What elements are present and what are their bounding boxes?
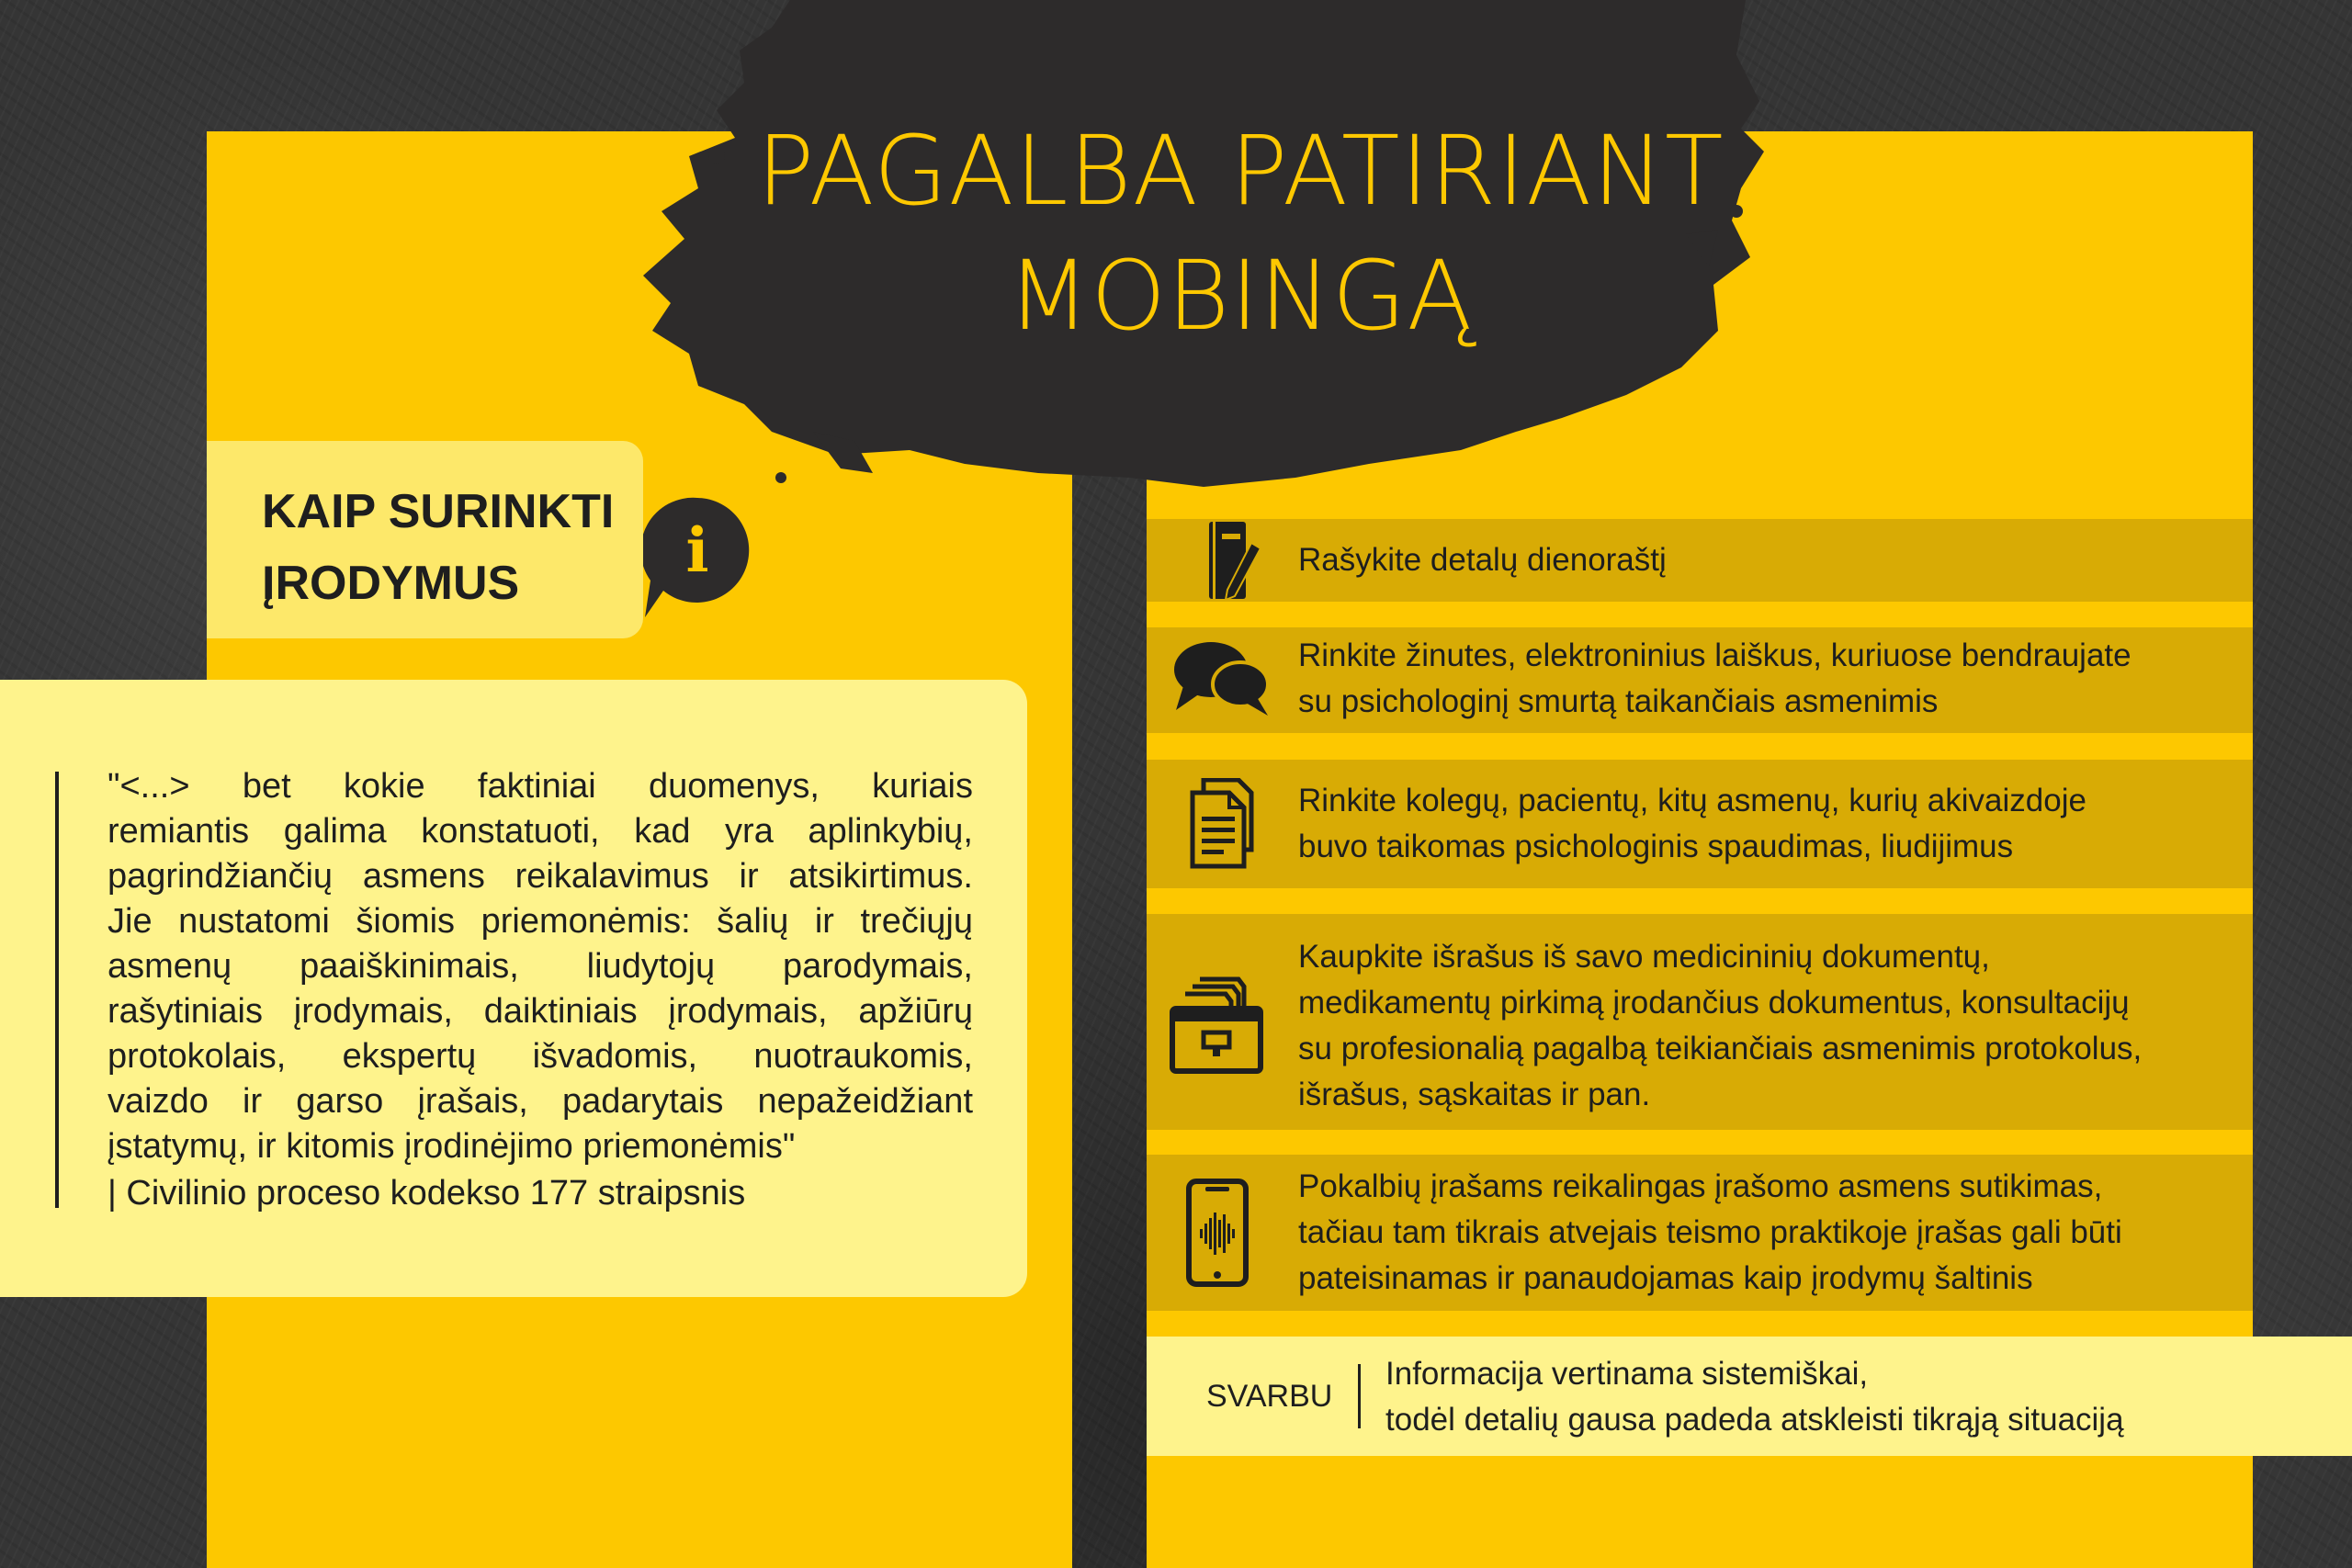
- chat-bubbles-icon: [1165, 638, 1275, 721]
- evidence-heading: [207, 441, 643, 638]
- tip-text: Rinkite žinutes, elektroninius laiškus, kuriuose bendraujate: [1298, 637, 2132, 673]
- quote-bar: [55, 772, 59, 1208]
- title-line-1: PAGALBA PATIRIANT: [756, 115, 1724, 227]
- note-line: Informacija vertinama sistemiškai,: [1385, 1356, 1869, 1392]
- tip-row-recordings: [1147, 1155, 2253, 1311]
- note-text: [1385, 1351, 2304, 1443]
- tip-text: pateisinamas ir panaudojamas kaip įrodymų šaltinis: [1298, 1260, 2033, 1296]
- tip-row-messages: [1147, 627, 2253, 733]
- tip-text: tačiau tam tikrais atvejais teismo praktikoje įrašas gali būti: [1298, 1214, 2122, 1250]
- page-title: [717, 108, 1764, 358]
- tip-text: buvo taikomas psichologinis spaudimas, liudijimus: [1298, 829, 2014, 864]
- quote-line: protokolais, ekspertų išvadomis, nuotraukomis,: [107, 1037, 973, 1076]
- info-icon: [643, 496, 752, 625]
- evidence-heading-line-2: ĮRODYMUS: [262, 557, 520, 610]
- info-letter: i: [685, 514, 709, 586]
- tip-row-diary: [1147, 519, 2253, 602]
- legal-quote: [107, 764, 973, 1169]
- quote-line: įstatymų, ir kitomis įrodinėjimo priemonėmis": [107, 1127, 796, 1166]
- tip-text: su psichologinį smurtą taikančiais asmenimis: [1298, 683, 1939, 719]
- tip-text: Rinkite kolegų, pacientų, kitų asmenų, kurių akivaizdoje: [1298, 783, 2086, 818]
- quote-line: pagrindžiančių asmens reikalavimus ir atsikirtimus.: [107, 857, 973, 896]
- quote-line: "<...> bet kokie faktiniai duomenys, kuriais: [107, 767, 973, 806]
- tip-row-testimonies: [1147, 760, 2253, 888]
- tip-text: su profesionalią pagalbą teikiančiais asmenimis protokolus,: [1298, 1031, 2143, 1066]
- file-cabinet-icon: [1165, 974, 1275, 1075]
- quote-line: remiantis galima konstatuoti, kad yra aplinkybių,: [107, 812, 973, 851]
- quote-source: | Civilinio proceso kodekso 177 straipsnis: [107, 1174, 746, 1213]
- documents-icon: [1165, 778, 1275, 870]
- tip-text: Rašykite detalų dienoraštį: [1298, 542, 1667, 578]
- tip-text: Kaupkite išrašus iš savo medicininių dokumentų,: [1298, 939, 1990, 975]
- evidence-heading-line-1: KAIP SURINKTI: [262, 485, 615, 538]
- quote-line: asmenų paaiškinimais, liudytojų parodymais,: [107, 947, 973, 986]
- quote-line: Jie nustatomi šiomis priemonėmis: šalių ir trečiųjų: [107, 902, 973, 941]
- note-divider: [1358, 1364, 1361, 1428]
- important-note: [1147, 1337, 2352, 1456]
- quote-line: vaizdo ir garso įrašais, padarytais nepažeidžiant: [107, 1082, 973, 1121]
- note-label: SVARBU: [1206, 1379, 1333, 1414]
- tip-row-medical-records: [1147, 914, 2253, 1130]
- tip-text: medikamentų pirkimą įrodančius dokumentus, konsultacijų: [1298, 985, 2130, 1021]
- phone-recording-icon: [1165, 1178, 1275, 1288]
- quote-line: rašytiniais įrodymais, daiktiniais įrodymais, apžiūrų: [107, 992, 973, 1031]
- tip-text: Pokalbių įrašams reikalingas įrašomo asmens sutikimas,: [1298, 1168, 2103, 1204]
- note-line: todėl detalių gausa padeda atskleisti tikrąją situaciją: [1385, 1402, 2124, 1438]
- title-line-2: MOBINGĄ: [1007, 240, 1474, 352]
- diary-icon: [1165, 519, 1275, 602]
- tip-text: išrašus, sąskaitas ir pan.: [1298, 1077, 1651, 1112]
